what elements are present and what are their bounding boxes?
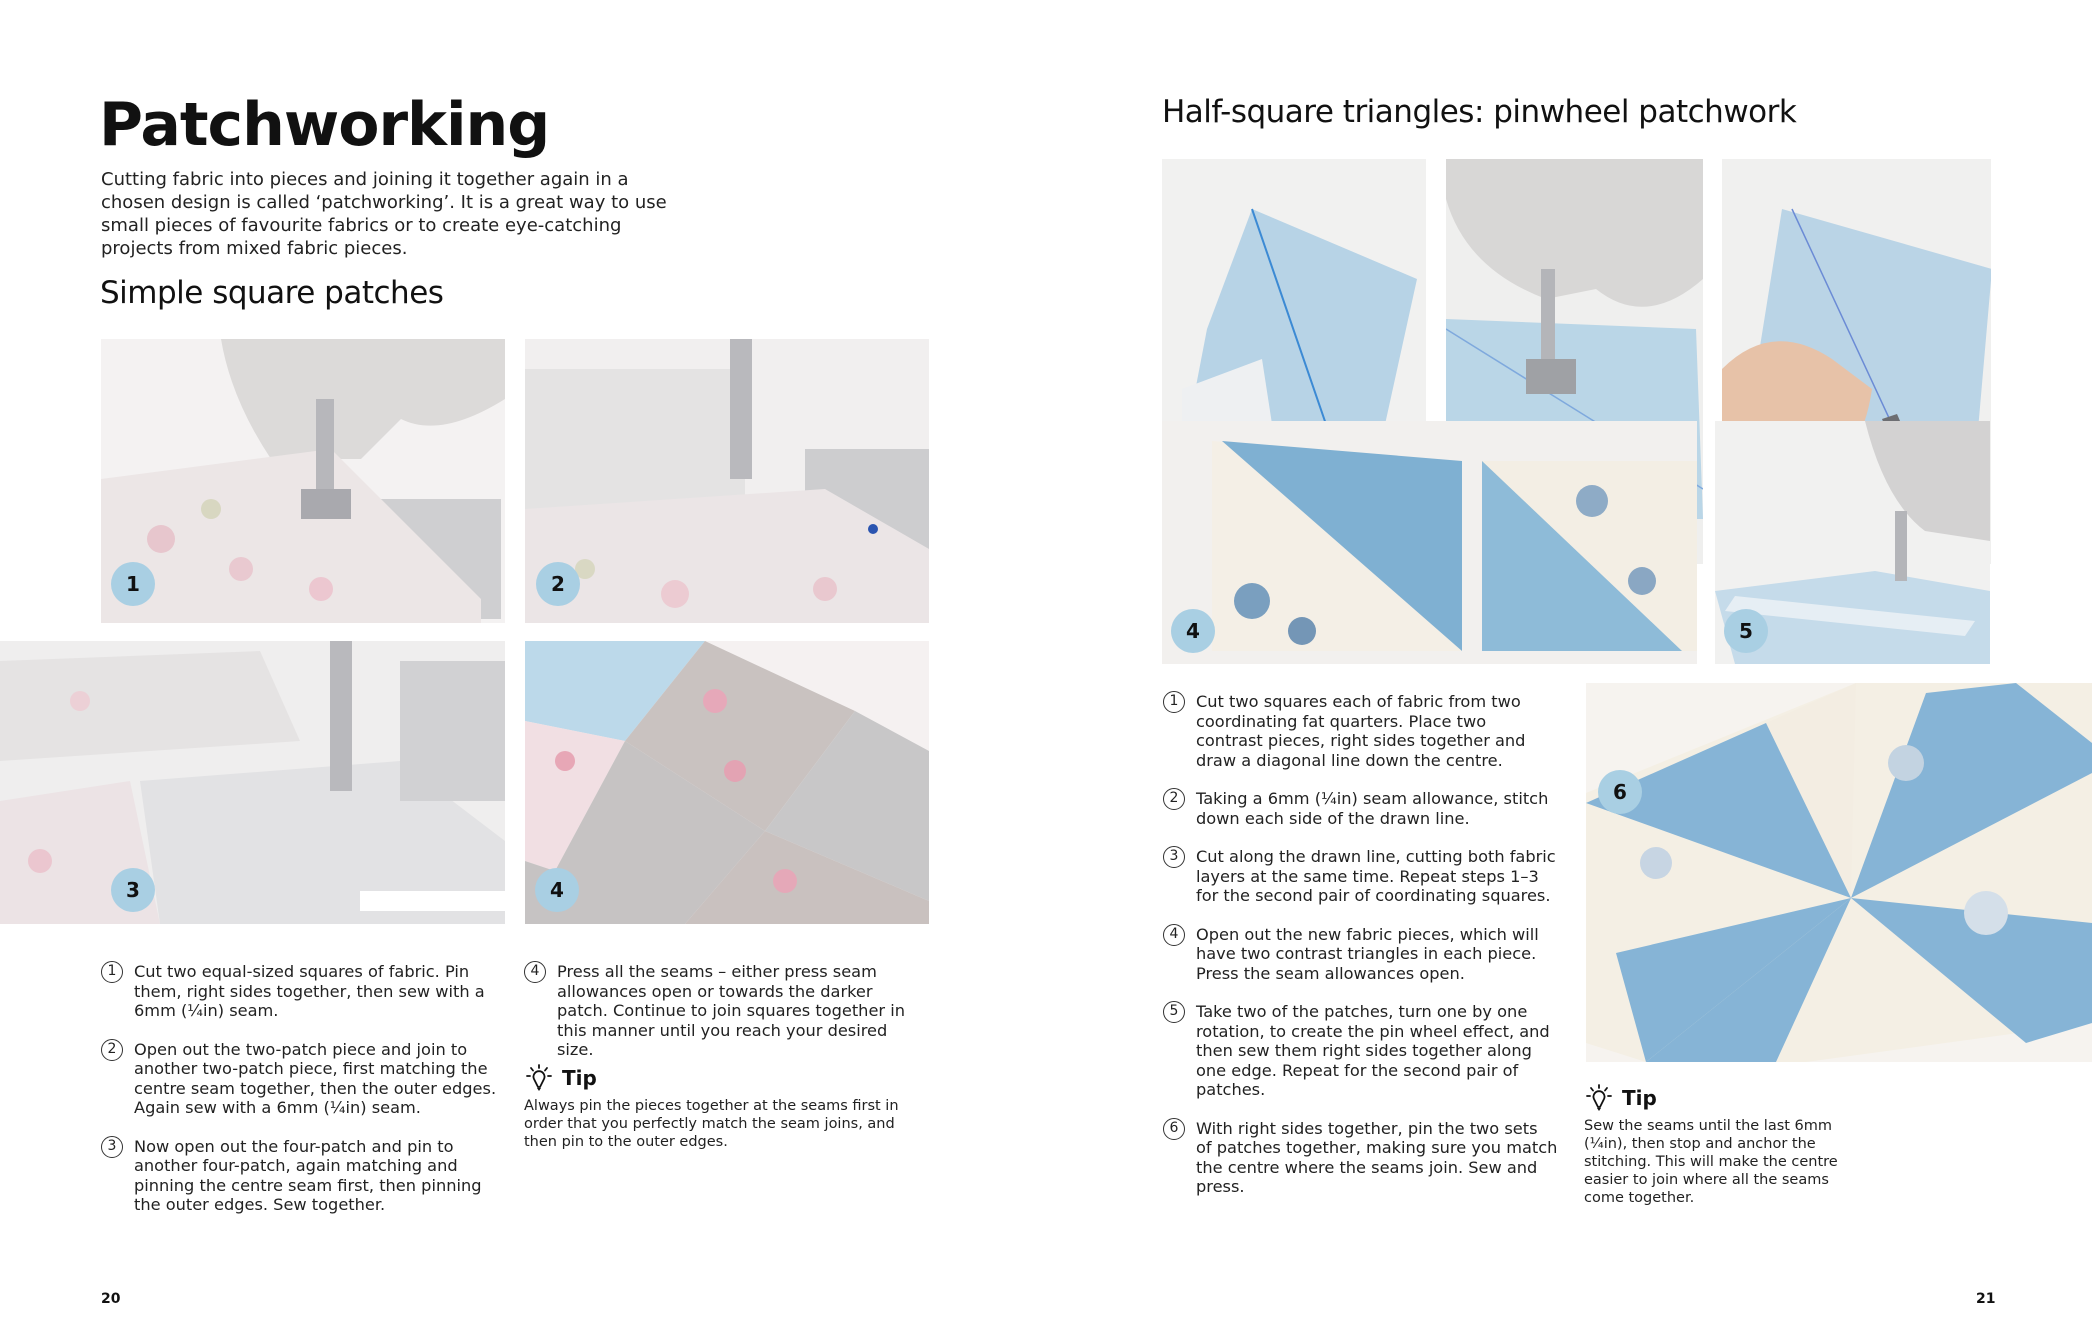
photo-step-2 <box>525 339 929 623</box>
section-heading-simple-squares: Simple square patches <box>100 275 444 311</box>
photo-finished-pinwheel <box>1586 683 2092 1062</box>
step-number-circle: 2 <box>1163 788 1185 810</box>
steps-list-left-col2 <box>524 962 909 1060</box>
step-text: Cut two equal-sized squares of fabric. Pin them, right sides together, then sew with a 6mm (¼in) seam. <box>134 962 485 1020</box>
lightbulb-icon <box>524 1063 554 1093</box>
photo-opened-triangles <box>1162 421 1697 664</box>
step-item <box>101 1040 506 1118</box>
photo-four-patch-sewing <box>0 641 505 924</box>
step-text: Open out the two-patch piece and join to another two-patch piece, first matching the centre seam together, then the outer edges. Again sew with a 6mm (¼in) seam. <box>134 1039 497 1117</box>
tip-body: Sew the seams until the last 6mm (¼in), then stop and anchor the stitching. This will make the centre easier to join where all the seams come together. <box>1584 1118 1838 1206</box>
step-text: Cut along the drawn line, cutting both fabric layers at the same time. Repeat steps 1–3 for the second pair of coordinating squares. <box>1196 847 1556 905</box>
step-number-circle: 3 <box>1163 846 1185 868</box>
tip-box-right <box>1584 1083 1844 1207</box>
photo-step-1 <box>101 339 505 623</box>
step-item <box>1163 847 1558 906</box>
step-number-circle: 4 <box>524 961 546 983</box>
photo-half-square-triangles <box>1162 421 1697 664</box>
step-item <box>101 1137 506 1215</box>
step-number-circle: 6 <box>1163 1118 1185 1140</box>
step-number-circle: 1 <box>101 961 123 983</box>
page-number-left: 20 <box>101 1291 121 1307</box>
page-title: Patchworking <box>99 90 550 160</box>
step-text: Press all the seams – either press seam allowances open or towards the darker patch. Continue to join squares together in this manner until you reach your desired size. <box>557 962 905 1059</box>
tip-title: Tip <box>562 1066 597 1090</box>
step-text: Take two of the patches, turn one by one rotation, to create the pin wheel effect, and then sew them right sides together along one edge. Repeat for the second pair of patches. <box>1196 1002 1550 1099</box>
step-item <box>1163 789 1558 828</box>
photo-finished-squares <box>525 641 929 924</box>
photo-joining-patches <box>525 339 929 623</box>
lightbulb-icon <box>1584 1083 1614 1113</box>
tip-header <box>1584 1083 1844 1113</box>
photo-sewing-squares <box>101 339 505 623</box>
step-number-circle: 2 <box>101 1039 123 1061</box>
intro-paragraph: Cutting fabric into pieces and joining it together again in a chosen design is called ‘patchworking’. It is a great way to use small pieces of favourite fabrics or to create eye-catching projects from mixed fabric pieces. <box>101 169 667 259</box>
photo-step-4 <box>525 641 929 924</box>
photo-step-6-pinwheel <box>1586 683 2092 1062</box>
tip-title: Tip <box>1622 1086 1657 1110</box>
steps-list-left-col1 <box>101 962 506 1215</box>
photo-step-3 <box>0 641 505 924</box>
step-number-circle: 5 <box>1163 1001 1185 1023</box>
section-heading-pinwheel: Half-square triangles: pinwheel patchwork <box>1162 94 1797 130</box>
steps-list-right <box>1163 692 1558 1197</box>
step-number-circle: 4 <box>1163 924 1185 946</box>
step-item <box>1163 925 1558 984</box>
tip-body: Always pin the pieces together at the seams first in order that you perfectly match the seam joins, and then pin to the outer edges. <box>524 1098 899 1150</box>
step-text: Open out the new fabric pieces, which will have two contrast triangles in each piece. Press the seam allowances open. <box>1196 924 1539 983</box>
step-badge-r5: 5 <box>1724 609 1768 653</box>
step-text: Now open out the four-patch and pin to another four-patch, again matching and pinning the centre seam first, then pinning the outer edges. Sew together. <box>134 1136 482 1214</box>
step-badge-3: 3 <box>111 868 155 912</box>
step-item <box>524 962 909 1060</box>
step-item <box>101 962 506 1021</box>
step-text: Cut two squares each of fabric from two coordinating fat quarters. Place two contrast pieces, right sides together and draw a diagonal line down the centre. <box>1196 692 1526 770</box>
step-text: Taking a 6mm (¼in) seam allowance, stitch down each side of the drawn line. <box>1196 789 1549 828</box>
tip-box-left <box>524 1063 904 1151</box>
step-item <box>1163 1119 1558 1197</box>
step-badge-2: 2 <box>536 562 580 606</box>
page-number-right: 21 <box>1976 1291 1996 1307</box>
step-item <box>1163 1002 1558 1100</box>
step-badge-4: 4 <box>535 868 579 912</box>
step-badge-r6: 6 <box>1598 770 1642 814</box>
step-item <box>1163 692 1558 770</box>
photo-step-5-pinwheel <box>1715 421 1990 664</box>
step-number-circle: 1 <box>1163 691 1185 713</box>
tip-header <box>524 1063 904 1093</box>
step-number-circle: 3 <box>101 1136 123 1158</box>
step-text: With right sides together, pin the two sets of patches together, making sure you match the centre where the seams join. Sew and press. <box>1196 1118 1558 1196</box>
step-badge-r4: 4 <box>1171 609 1215 653</box>
step-badge-1: 1 <box>111 562 155 606</box>
